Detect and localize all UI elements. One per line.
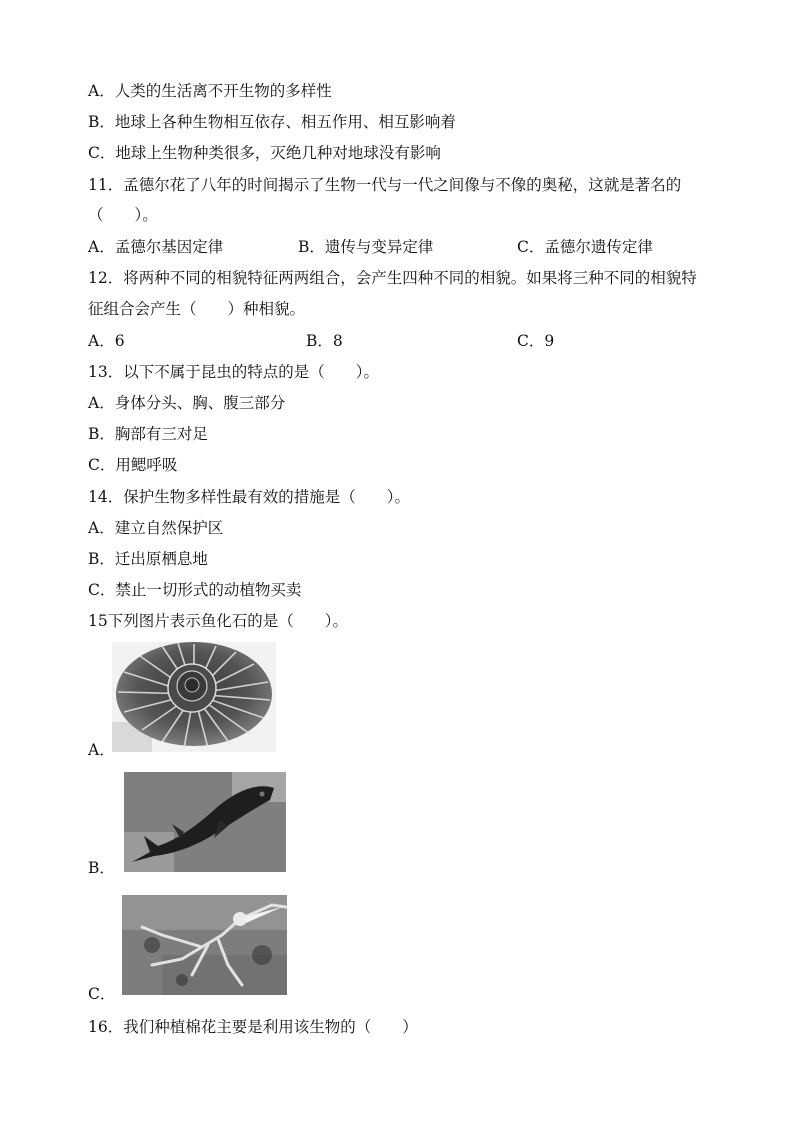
q11-option-a: A．孟德尔基因定律 (88, 238, 224, 256)
pterosaur-fossil-image (122, 895, 287, 995)
q14-option-a: A．建立自然保护区 (88, 519, 224, 537)
q12-option-c: C．9 (517, 332, 555, 350)
q14-option-c: C．禁止一切形式的动植物买卖 (88, 581, 302, 599)
q12-option-b: B．8 (306, 332, 343, 350)
q10-option-b: B．地球上各种生物相互依存、相五作用、相互影响着 (88, 113, 456, 131)
q12-option-a: A．6 (88, 332, 125, 350)
q12-stem-line2: 征组合会产生（ ）种相貌。 (88, 300, 306, 318)
q14-option-b: B．迁出原栖息地 (88, 550, 208, 568)
q13-option-a: A．身体分头、胸、腹三部分 (88, 394, 286, 412)
q16-stem: 16．我们种植棉花主要是利用该生物的（ ） (88, 1018, 418, 1036)
q11-option-c: C．孟德尔遗传定律 (517, 238, 653, 256)
q11-option-b: B．遗传与变异定律 (298, 238, 434, 256)
q15-option-b-label: B． (88, 859, 115, 877)
q15-stem: 15下列图片表示鱼化石的是（ ）。 (88, 612, 348, 630)
q11-stem-line2: （ ）。 (88, 206, 158, 224)
q13-option-c: C．用鳃呼吸 (88, 456, 178, 474)
q14-stem: 14．保护生物多样性最有效的措施是（ ）。 (88, 488, 410, 506)
fish-fossil-image (124, 772, 286, 872)
q15-option-a-label: A． (88, 741, 115, 759)
q10-option-c: C．地球上生物种类很多，灭绝几种对地球没有影响 (88, 144, 441, 162)
q12-stem-line1: 12．将两种不同的相貌特征两两组合，会产生四种不同的相貌。如果将三种不同的相貌特 (88, 269, 697, 287)
q13-stem: 13．以下不属于昆虫的特点的是（ ）。 (88, 363, 379, 381)
q11-stem-line1: 11．孟德尔花了八年的时间揭示了生物一代与一代之间像与不像的奥秘，这就是著名的 (88, 176, 682, 194)
q13-option-b: B．胸部有三对足 (88, 425, 208, 443)
q15-option-c-label: C． (88, 985, 116, 1003)
q10-option-a: A．人类的生活离不开生物的多样性 (88, 82, 332, 100)
ammonite-fossil-image (112, 642, 276, 752)
